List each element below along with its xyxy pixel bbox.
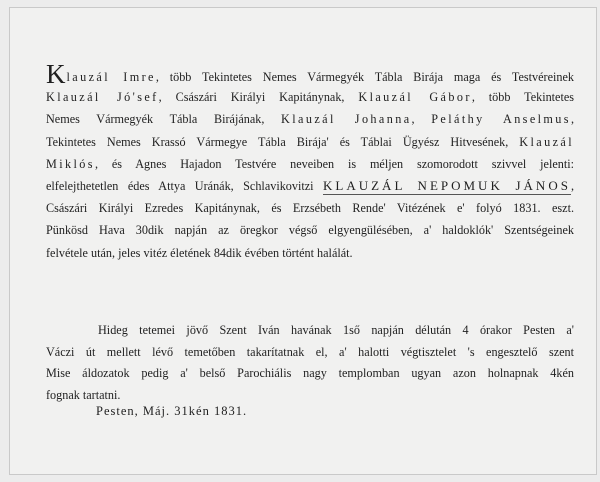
line-text: , <box>570 112 574 127</box>
name-miklos: Miklós <box>46 156 95 171</box>
line-text: felvétele után, jeles vitéz életének 84dik évében történt halálát. <box>46 245 353 260</box>
line-text: Pünkösd Hava 30dik napján az öregkor végső elgyengülésében, a' haldoklók' Szentségeinek <box>46 223 574 238</box>
dateline <box>96 404 247 419</box>
line-text: Tekintetes Nemes Krassó Vármegye Tábla Birája' és Táblai Ügyész Hitvesének, <box>46 134 520 149</box>
name-klauzal-nepomuk-janos: KLAUZÁL NEPOMUK JÁNOS <box>323 177 571 193</box>
document-page <box>10 8 596 474</box>
text-line-8 <box>46 219 574 241</box>
text-line-2 <box>46 86 574 108</box>
line-text: , és Agnes Hajadon Testvére neveiben is méljen szomorodott szivvel jelenti: <box>94 156 574 171</box>
funeral-line-2: Váczi út mellett lévő temetőben takarítatnak el, a' halotti végtisztelet 's engesztelő szent <box>46 344 574 359</box>
dateline-place: Pesten <box>96 404 135 418</box>
name-pelathy-anselmus: Peláthy Anselmus <box>431 112 571 127</box>
name-klauzal: Klauzál <box>519 134 574 149</box>
name-klauzal-gabor: Klauzál Gábor <box>358 90 472 105</box>
line-text: Nemes Vármegyék Tábla Birájának, <box>46 112 282 127</box>
line-text: elfelejthetetlen édes Attya Uránák, Schlavikovitzi <box>46 178 324 193</box>
drop-cap: K <box>46 59 66 89</box>
line-text: , több Tekintetes <box>471 90 575 105</box>
text-line-7 <box>46 197 574 219</box>
funeral-line-1: Hideg tetemei jövő Szent Iván havának 1ső napján délután 4 órakor Pesten a' <box>98 323 574 337</box>
text-line-3 <box>46 108 574 130</box>
dateline-separator: , <box>134 404 143 418</box>
funeral-line-4: fognak tartatni. <box>46 387 121 402</box>
name-klauzal-johanna: Klauzál Johanna <box>281 112 412 127</box>
line-text: , <box>570 178 574 193</box>
name-klauzal-imre: lauzál Imre <box>66 70 156 84</box>
announcement-paragraph <box>46 59 575 264</box>
name-klauzal-jozsef: Klauzál Jó'sef <box>46 90 159 105</box>
dateline-date: Máj. 31kén 1831. <box>142 404 248 418</box>
text-line-5 <box>46 153 574 175</box>
funeral-line-3: Mise áldozatok pedig a' belső Parochiális nagy templomban ugyan azon holnapnak 4kén <box>46 366 574 381</box>
text-line-6 <box>46 175 574 197</box>
text-line-4 <box>46 131 574 153</box>
line-text: , Császári Királyi Kapitánynak, <box>158 90 359 105</box>
line-text: Császári Királyi Ezredes Kapitánynak, és Erzsébeth Rende' Vitézének e' folyó 1831. eszt. <box>46 201 574 216</box>
text-line-1 <box>46 59 574 89</box>
notice-text <box>46 59 575 418</box>
text-line-9 <box>46 242 574 264</box>
line-text: , <box>411 112 432 127</box>
funeral-paragraph <box>46 320 574 406</box>
line-text: , több Tekintetes Nemes Vármegyék Tábla Birája maga és Testvéreinek <box>155 70 574 84</box>
